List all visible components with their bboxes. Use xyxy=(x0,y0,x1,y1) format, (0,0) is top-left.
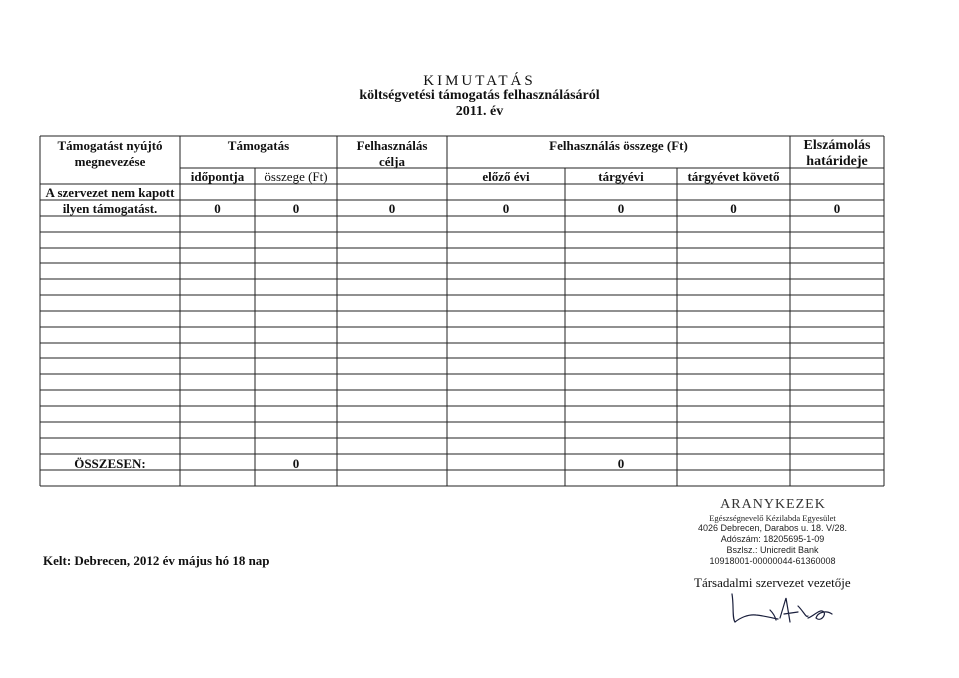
row-note: A szervezet nem kapott ilyen támogatást. xyxy=(45,185,175,216)
document-year: 2011. év xyxy=(455,104,504,119)
header-purpose: Felhasználás célja xyxy=(356,138,428,169)
cell-support-date: 0 xyxy=(214,201,221,216)
cell-previous-year: 0 xyxy=(502,201,510,216)
header-following-year: tárgyévet követő xyxy=(687,169,780,184)
header-support-amount: összege (Ft) xyxy=(264,169,328,184)
stamp-line-4: Bszlsz.: Unicredit Bank xyxy=(726,545,819,555)
place-date: Kelt: Debrecen, 2012 év május hó 18 nap xyxy=(43,553,270,568)
stamp-line-5: 10918001-00000044-61360008 xyxy=(709,556,836,566)
stamp-name: ARANYKEZEK xyxy=(720,497,826,512)
cell-current-year: 0 xyxy=(617,201,625,216)
stamp-line-2: 4026 Debrecen, Darabos u. 18. V/28. xyxy=(697,523,848,533)
header-grantor: Támogatást nyújtó megnevezése xyxy=(57,138,163,169)
document-title: KIMUTATÁS xyxy=(423,73,536,89)
total-support-amount: 0 xyxy=(292,456,300,471)
cell-following-year: 0 xyxy=(730,201,737,216)
header-current-year: tárgyévi xyxy=(598,169,644,184)
total-label: ÖSSZESEN: xyxy=(74,456,146,471)
header-support: Támogatás xyxy=(227,138,290,153)
cell-purpose: 0 xyxy=(388,201,396,216)
cell-support-amount: 0 xyxy=(292,201,300,216)
header-previous-year: előző évi xyxy=(482,169,530,184)
header-support-date: időpontja xyxy=(190,169,245,184)
signature-image xyxy=(720,588,860,633)
signatory-label: Társadalmi szervezet vezetője xyxy=(694,575,851,590)
stamp-line-1: Egészségnevelő Kézilabda Egyesület xyxy=(709,513,836,523)
document-subtitle: költségvetési támogatás felhasználásáról xyxy=(359,88,600,103)
cell-deadline: 0 xyxy=(833,201,841,216)
total-current-year: 0 xyxy=(617,456,625,471)
stamp-line-3: Adószám: 18205695-1-09 xyxy=(720,534,825,544)
header-usage-total: Felhasználás összege (Ft) xyxy=(549,138,688,153)
header-deadline: Elszámolás határideje xyxy=(803,138,871,169)
